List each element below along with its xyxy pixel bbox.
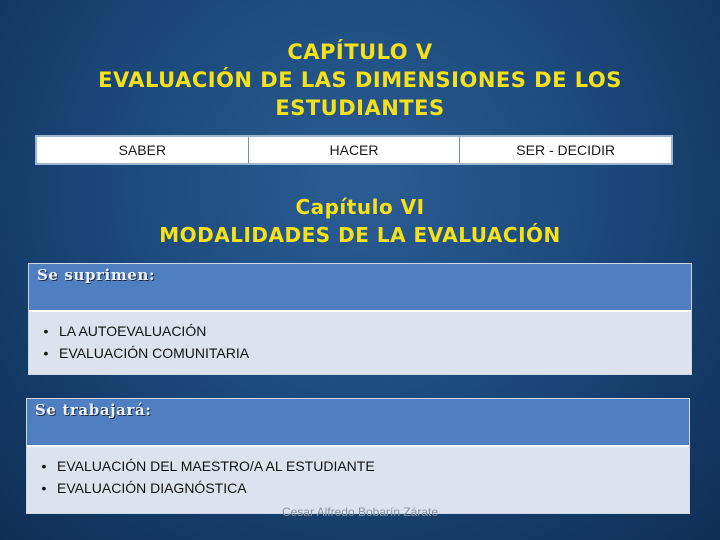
chapter-5-line-1: CAPÍTULO V [287,40,433,64]
dimension-hacer: HACER [249,137,461,163]
bullet-icon: • [41,458,47,474]
chapter-5-line-3: ESTUDIANTES [275,96,445,120]
dimension-saber: SABER [37,137,249,163]
working-list-body [27,447,689,513]
list-item [33,342,691,364]
bullet-icon: • [43,345,49,361]
chapter-6-line-2: MODALIDADES DE LA EVALUACIÓN [159,223,561,247]
chapter-5-line-2: EVALUACIÓN DE LAS DIMENSIONES DE LOS [98,68,622,92]
bullet-icon: • [43,323,49,339]
dimensions-table [35,135,673,165]
list-item [31,477,689,499]
list-item-text: EVALUACIÓN DIAGNÓSTICA [57,480,247,496]
removed-list [33,320,691,364]
dimension-ser-decidir: SER - DECIDIR [516,142,616,158]
list-item [31,455,689,477]
list-item-text: EVALUACIÓN COMUNITARIA [59,345,250,361]
chapter-6-title [40,193,680,249]
chapter-6-line-1: Capítulo VI [295,195,425,219]
chapter-5-title [40,38,680,122]
bullet-icon: • [41,480,47,496]
removed-heading: Se suprimen: [29,264,691,312]
list-item [33,320,691,342]
removed-panel [28,263,692,375]
working-list [31,455,689,499]
list-item-text: EVALUACIÓN DEL MAESTRO/A AL ESTUDIANTE [57,458,375,474]
author-footer: Cesar Alfredo Bobarín Zárate [281,505,439,519]
list-item-text: LA AUTOEVALUACIÓN [59,323,207,339]
removed-list-body [29,312,691,374]
working-panel [26,398,690,514]
working-heading: Se trabajará: [27,399,689,447]
